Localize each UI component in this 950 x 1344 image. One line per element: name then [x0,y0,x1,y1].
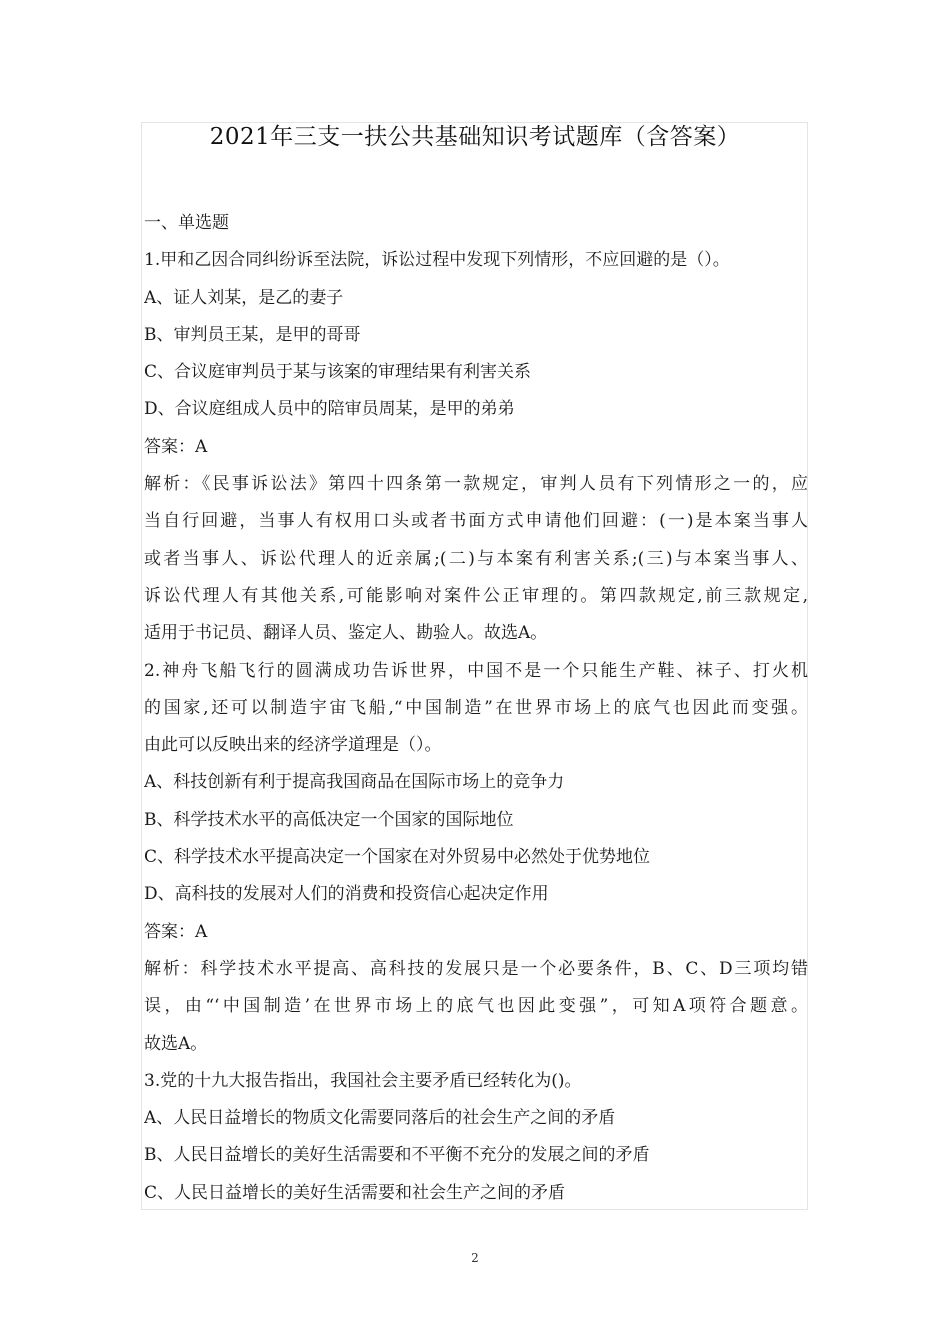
question-3-option-a: A、人民日益增长的物质文化需要同落后的社会生产之间的矛盾 [144,1108,616,1129]
question-1-option-a: A、证人刘某，是乙的妻子 [144,287,344,308]
question-3-option-b: B、人民日益增长的美好生活需要和不平衡不充分的发展之间的矛盾 [144,1145,650,1166]
question-1-explanation-line: 诉讼代理人有其他关系,可能影响对案件公正审理的。第四款规定,前三款规定, [144,585,808,606]
question-2-option-b: B、科学技术水平的高低决定一个国家的国际地位 [144,809,514,830]
question-2-explanation-line: 解析：科学技术水平提高、高科技的发展只是一个必要条件，B、C、D三项均错 [144,958,808,979]
question-1-answer: 答案：A [144,436,208,457]
question-1-explanation-line: 当自行回避，当事人有权用口头或者书面方式申请他们回避：(一)是本案当事人 [144,511,808,532]
question-2-stem: 的国家,还可以制造宇宙飞船,“中国制造”在世界市场上的底气也因此而变强。 [144,697,808,718]
question-2-stem: 由此可以反映出来的经济学道理是（）。 [144,735,442,756]
question-1-stem: 1.甲和乙因合同纠纷诉至法院，诉讼过程中发现下列情形，不应回避的是（）。 [144,250,730,271]
question-2-answer: 答案：A [144,921,208,942]
question-1-explanation-line: 适用于书记员、翻译人员、鉴定人、勘验人。故选A。 [144,623,548,644]
document-body [144,205,808,1212]
question-1-option-b: B、审判员王某，是甲的哥哥 [144,324,361,345]
question-2-explanation-line: 误，由“‘中国制造’在世界市场上的底气也因此变强”，可知A项符合题意。 [144,996,808,1017]
section-heading: 一、单选题 [144,213,229,233]
question-3-stem: 3.党的十九大报告指出，我国社会主要矛盾已经转化为()。 [144,1070,582,1091]
document-title: 2021年三支一扶公共基础知识考试题库（含答案） [209,124,741,150]
question-2-option-a: A、科技创新有利于提高我国商品在国际市场上的竞争力 [144,772,565,793]
question-2-option-d: D、高科技的发展对人们的消费和投资信心起决定作用 [144,884,549,905]
question-1-option-d: D、合议庭组成人员中的陪审员周某，是甲的弟弟 [144,399,515,420]
question-3-option-c: C、人民日益增长的美好生活需要和社会生产之间的矛盾 [144,1182,566,1203]
question-2-explanation-line: 故选A。 [144,1033,208,1054]
question-1-explanation-line: 解析：《民事诉讼法》第四十四条第一款规定，审判人员有下列情形之一的，应 [144,474,808,495]
question-1-explanation-line: 或者当事人、诉讼代理人的近亲属;(二)与本案有利害关系;(三)与本案当事人、 [144,548,808,569]
question-2-option-c: C、科学技术水平提高决定一个国家在对外贸易中必然处于优势地位 [144,847,651,868]
question-1-option-c: C、合议庭审判员于某与该案的审理结果有利害关系 [144,362,532,383]
page-number: 2 [471,1251,479,1265]
question-2-stem: 2.神舟飞船飞行的圆满成功告诉世界，中国不是一个只能生产鞋、袜子、打火机 [144,660,808,681]
